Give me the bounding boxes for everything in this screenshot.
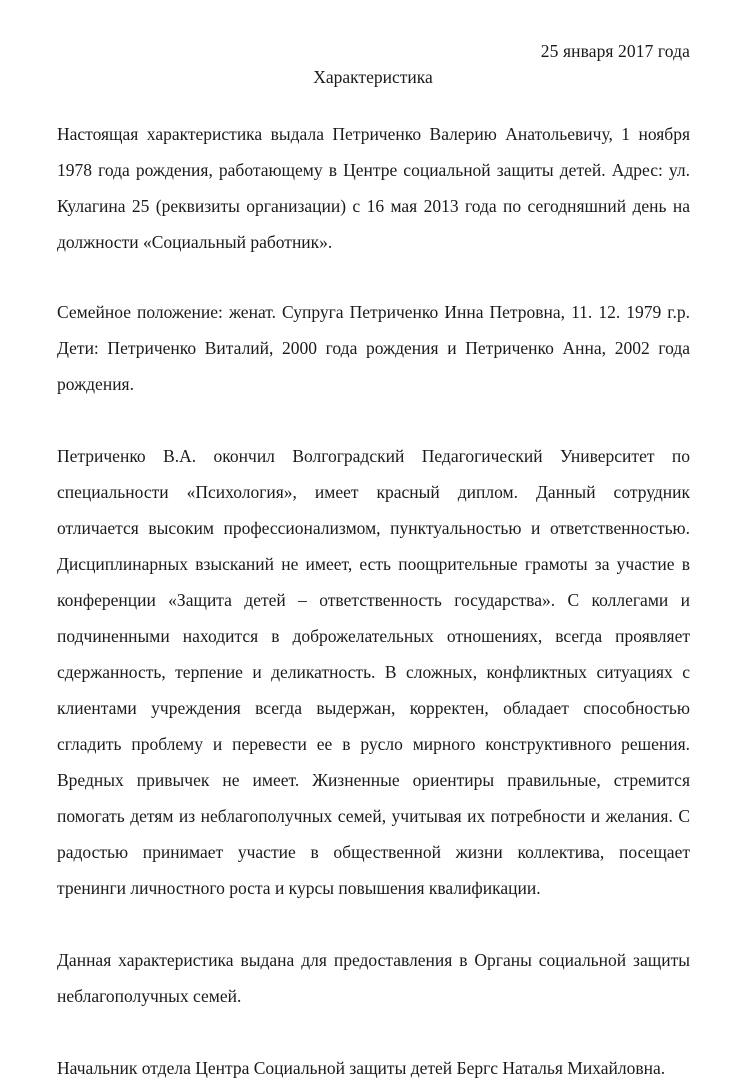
document-body	[57, 38, 690, 1086]
paragraph-purpose: Данная характеристика выдана для предоставления в Органы социальной защиты неблагополучных семей.	[57, 950, 690, 1006]
paragraph-signatory: Начальник отдела Центра Социальной защиты детей Бергс Наталья Михайловна.	[57, 1058, 666, 1078]
paragraph-employee-details: Настоящая характеристика выдала Петриченко Валерию Анатольевичу, 1 ноября 1978 года рождения, работающему в Центре социальной защиты детей. Адрес: ул. Кулагина 25 (реквизиты организации) с 16 мая 2013 года по сегодняшний день на должности «Социальный работник».	[57, 124, 690, 252]
document-date: 25 января 2017 года	[540, 41, 690, 61]
paragraph-professional-qualities: Петриченко В.А. окончил Волгоградский Педагогический Университет по специальности «Психология», имеет красный диплом. Данный сотрудник отличается высоким профессионализмом, пунктуальностью и ответственностью. Дисциплинарных взысканий не имеет, есть поощрительные грамоты за участие в конференции «Защита детей – ответственность государства». С коллегами и подчиненными находится в доброжелательных отношениях, всегда проявляет сдержанность, терпение и деликатность. В сложных, конфликтных ситуациях с клиентами учреждения всегда выдержан, корректен, обладает способностью сгладить проблему и перевести ее в русло мирного конструктивного решения. Вредных привычек не имеет. Жизненные ориентиры правильные, стремится помогать детям из неблагополучных семей, учитывая их потребности и желания. С радостью принимает участие в общественной жизни коллектива, посещает тренинги личностного роста и курсы повышения квалификации.	[57, 446, 690, 898]
paragraph-family-status: Семейное положение: женат. Супруга Петриченко Инна Петровна, 11. 12. 1979 г.р. Дети: Петриченко Виталий, 2000 года рождения и Петриченко Анна, 2002 года рождения.	[57, 302, 690, 394]
document-title: Характеристика	[313, 67, 433, 87]
